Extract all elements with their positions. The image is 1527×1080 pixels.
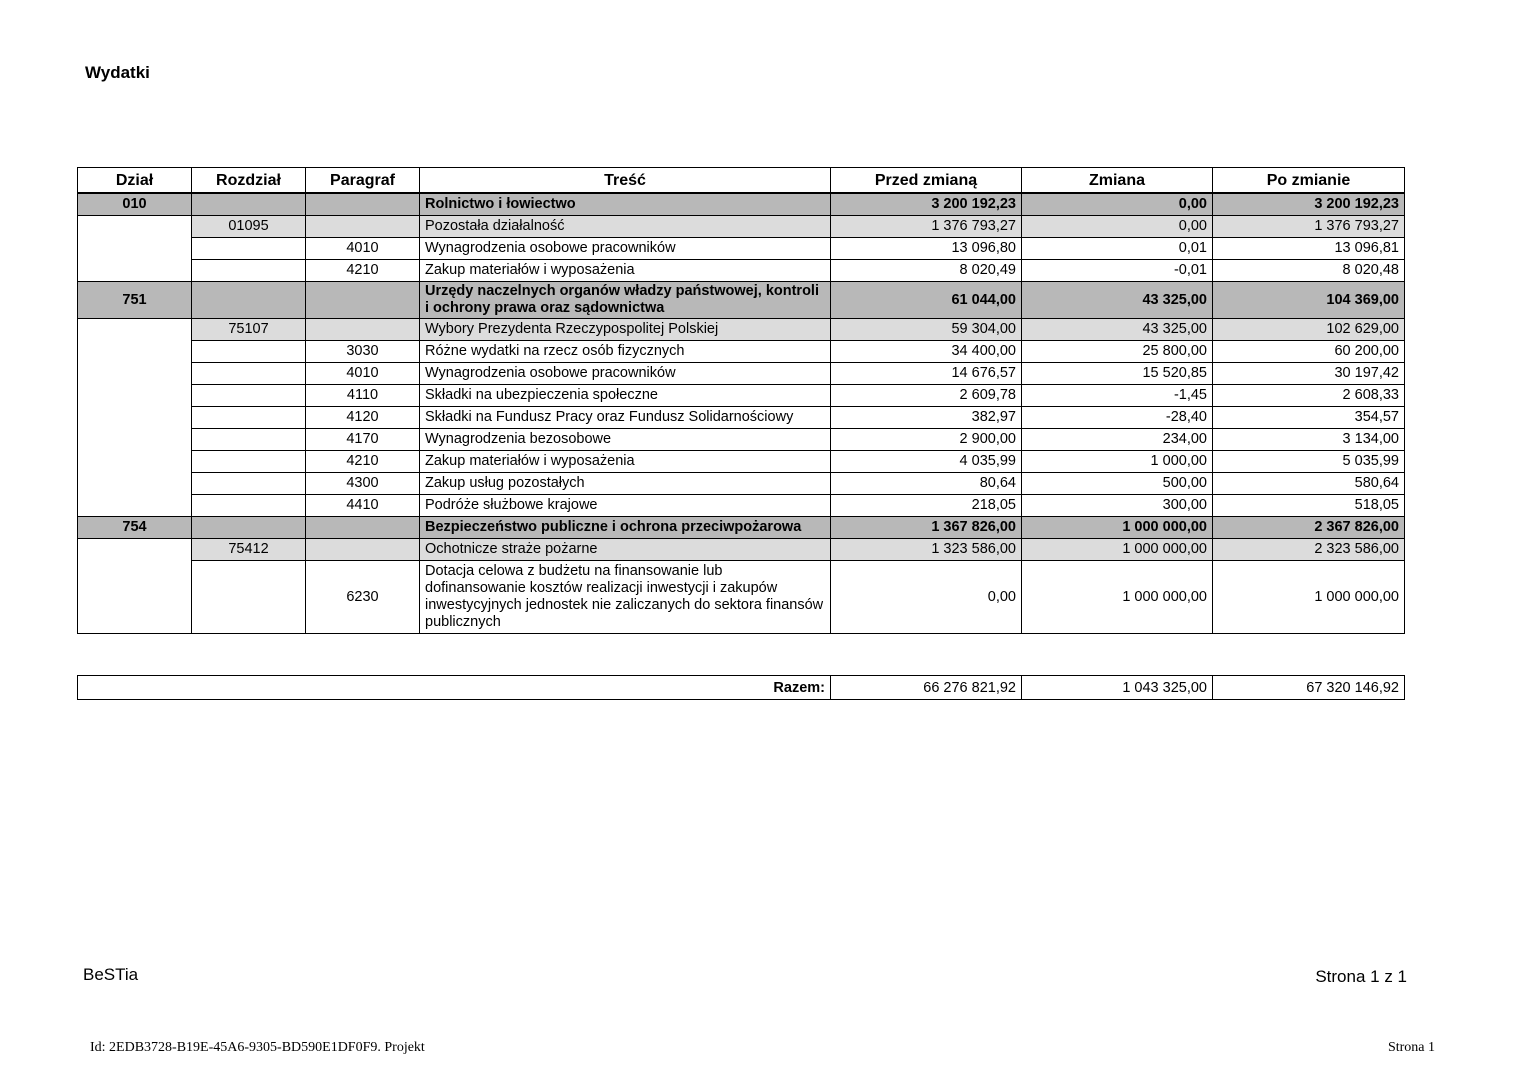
po-cell: 1 000 000,00 — [1213, 561, 1405, 634]
total-table — [77, 675, 1405, 700]
tresc-cell: Bezpieczeństwo publiczne i ochrona przeciwpożarowa — [420, 517, 831, 539]
zmiana-cell: 1 000 000,00 — [1022, 517, 1213, 539]
przed-cell: 8 020,49 — [831, 260, 1022, 282]
dzial-cell: 751 — [78, 282, 192, 319]
paragraf-cell: 4210 — [306, 451, 420, 473]
rozdzial-cell — [192, 473, 306, 495]
przed-cell: 1 367 826,00 — [831, 517, 1022, 539]
zmiana-cell: 0,01 — [1022, 238, 1213, 260]
tresc-cell: Podróże służbowe krajowe — [420, 495, 831, 517]
po-cell: 518,05 — [1213, 495, 1405, 517]
po-cell: 5 035,99 — [1213, 451, 1405, 473]
zmiana-cell: 1 000 000,00 — [1022, 561, 1213, 634]
dzial-cell: 010 — [78, 193, 192, 216]
rozdzial-cell — [192, 495, 306, 517]
paragraf-row — [78, 385, 1405, 407]
przed-cell: 382,97 — [831, 407, 1022, 429]
tresc-cell: Wybory Prezydenta Rzeczypospolitej Polskiej — [420, 319, 831, 341]
zmiana-cell: 25 800,00 — [1022, 341, 1213, 363]
paragraf-cell: 3030 — [306, 341, 420, 363]
paragraf-cell — [306, 517, 420, 539]
paragraf-row — [78, 341, 1405, 363]
dzial-cell: 754 — [78, 517, 192, 539]
document-id: Id: 2EDB3728-B19E-45A6-9305-BD590E1DF0F9. Projekt — [90, 1040, 425, 1055]
table-header-row — [78, 168, 1405, 194]
paragraf-row — [78, 407, 1405, 429]
paragraf-cell — [306, 282, 420, 319]
tresc-cell: Zakup materiałów i wyposażenia — [420, 260, 831, 282]
po-cell: 2 323 586,00 — [1213, 539, 1405, 561]
header-po-zmianie: Po zmianie — [1213, 168, 1405, 194]
paragraf-row — [78, 429, 1405, 451]
dzial-row — [78, 517, 1405, 539]
przed-cell: 1 376 793,27 — [831, 216, 1022, 238]
rozdzial-cell — [192, 517, 306, 539]
paragraf-cell: 4410 — [306, 495, 420, 517]
paragraf-cell: 4170 — [306, 429, 420, 451]
paragraf-cell — [306, 539, 420, 561]
przed-cell: 218,05 — [831, 495, 1022, 517]
expenses-table — [77, 167, 1405, 634]
paragraf-row — [78, 561, 1405, 634]
przed-cell: 3 200 192,23 — [831, 193, 1022, 216]
rozdzial-row — [78, 319, 1405, 341]
po-cell: 1 376 793,27 — [1213, 216, 1405, 238]
page-title: Wydatki — [85, 63, 150, 82]
tresc-cell: Wynagrodzenia osobowe pracowników — [420, 238, 831, 260]
po-cell: 580,64 — [1213, 473, 1405, 495]
paragraf-cell — [306, 319, 420, 341]
przed-cell: 14 676,57 — [831, 363, 1022, 385]
przed-cell: 34 400,00 — [831, 341, 1022, 363]
rozdzial-cell — [192, 429, 306, 451]
paragraf-cell: 4120 — [306, 407, 420, 429]
paragraf-cell: 6230 — [306, 561, 420, 634]
total-label: Razem: — [78, 676, 831, 700]
dzial-row — [78, 282, 1405, 319]
rozdzial-cell: 01095 — [192, 216, 306, 238]
tresc-cell: Urzędy naczelnych organów władzy państwowej, kontroli i ochrony prawa oraz sądownictwa — [420, 282, 831, 319]
dzial-cell — [78, 319, 192, 517]
po-cell: 102 629,00 — [1213, 319, 1405, 341]
po-cell: 60 200,00 — [1213, 341, 1405, 363]
rozdzial-cell — [192, 341, 306, 363]
rozdzial-cell — [192, 385, 306, 407]
zmiana-cell: -0,01 — [1022, 260, 1213, 282]
przed-cell: 61 044,00 — [831, 282, 1022, 319]
rozdzial-cell — [192, 282, 306, 319]
paragraf-cell: 4010 — [306, 238, 420, 260]
total-zmiana: 1 043 325,00 — [1022, 676, 1213, 700]
header-paragraf: Paragraf — [306, 168, 420, 194]
zmiana-cell: -28,40 — [1022, 407, 1213, 429]
tresc-cell: Składki na ubezpieczenia społeczne — [420, 385, 831, 407]
paragraf-row — [78, 495, 1405, 517]
tresc-cell: Różne wydatki na rzecz osób fizycznych — [420, 341, 831, 363]
rozdzial-cell — [192, 260, 306, 282]
header-rozdzial: Rozdział — [192, 168, 306, 194]
po-cell: 104 369,00 — [1213, 282, 1405, 319]
po-cell: 30 197,42 — [1213, 363, 1405, 385]
paragraf-row — [78, 363, 1405, 385]
rozdzial-cell — [192, 451, 306, 473]
po-cell: 2 608,33 — [1213, 385, 1405, 407]
przed-cell: 1 323 586,00 — [831, 539, 1022, 561]
po-cell: 8 020,48 — [1213, 260, 1405, 282]
tresc-cell: Dotacja celowa z budżetu na finansowanie lub dofinansowanie kosztów realizacji inwestycji i zakupów inwestycyjnych jednostek nie zaliczanych do sektora finansów publicznych — [420, 561, 831, 634]
po-cell: 13 096,81 — [1213, 238, 1405, 260]
tresc-cell: Zakup materiałów i wyposażenia — [420, 451, 831, 473]
header-dzial: Dział — [78, 168, 192, 194]
footer-page-count: Strona 1 z 1 — [1315, 967, 1407, 986]
paragraf-row — [78, 238, 1405, 260]
dzial-cell — [78, 216, 192, 282]
paragraf-row — [78, 451, 1405, 473]
po-cell: 3 134,00 — [1213, 429, 1405, 451]
tresc-cell: Zakup usług pozostałych — [420, 473, 831, 495]
zmiana-cell: -1,45 — [1022, 385, 1213, 407]
rozdzial-cell — [192, 238, 306, 260]
paragraf-row — [78, 473, 1405, 495]
tresc-cell: Wynagrodzenia bezosobowe — [420, 429, 831, 451]
rozdzial-cell — [192, 561, 306, 634]
po-cell: 3 200 192,23 — [1213, 193, 1405, 216]
paragraf-cell: 4300 — [306, 473, 420, 495]
przed-cell: 4 035,99 — [831, 451, 1022, 473]
zmiana-cell: 234,00 — [1022, 429, 1213, 451]
rozdzial-cell: 75412 — [192, 539, 306, 561]
footer-app-name: BeSTia — [83, 965, 139, 984]
total-row — [78, 676, 1405, 700]
tresc-cell: Wynagrodzenia osobowe pracowników — [420, 363, 831, 385]
header-przed-zmiana: Przed zmianą — [831, 168, 1022, 194]
zmiana-cell: 0,00 — [1022, 216, 1213, 238]
paragraf-cell: 4010 — [306, 363, 420, 385]
zmiana-cell: 1 000 000,00 — [1022, 539, 1213, 561]
rozdzial-row — [78, 216, 1405, 238]
przed-cell: 13 096,80 — [831, 238, 1022, 260]
po-cell: 2 367 826,00 — [1213, 517, 1405, 539]
zmiana-cell: 500,00 — [1022, 473, 1213, 495]
przed-cell: 0,00 — [831, 561, 1022, 634]
zmiana-cell: 300,00 — [1022, 495, 1213, 517]
przed-cell: 2 900,00 — [831, 429, 1022, 451]
paragraf-cell — [306, 216, 420, 238]
dzial-row — [78, 193, 1405, 216]
tresc-cell: Ochotnicze straże pożarne — [420, 539, 831, 561]
po-cell: 354,57 — [1213, 407, 1405, 429]
zmiana-cell: 0,00 — [1022, 193, 1213, 216]
rozdzial-cell: 75107 — [192, 319, 306, 341]
przed-cell: 80,64 — [831, 473, 1022, 495]
rozdzial-row — [78, 539, 1405, 561]
dzial-cell — [78, 539, 192, 634]
tresc-cell: Pozostała działalność — [420, 216, 831, 238]
tresc-cell: Rolnictwo i łowiectwo — [420, 193, 831, 216]
paragraf-cell — [306, 193, 420, 216]
total-przed: 66 276 821,92 — [831, 676, 1022, 700]
zmiana-cell: 15 520,85 — [1022, 363, 1213, 385]
tresc-cell: Składki na Fundusz Pracy oraz Fundusz Solidarnościowy — [420, 407, 831, 429]
rozdzial-cell — [192, 193, 306, 216]
zmiana-cell: 43 325,00 — [1022, 282, 1213, 319]
page-number: Strona 1 — [1387, 1040, 1435, 1055]
total-po: 67 320 146,92 — [1213, 676, 1405, 700]
paragraf-cell: 4110 — [306, 385, 420, 407]
paragraf-row — [78, 260, 1405, 282]
rozdzial-cell — [192, 363, 306, 385]
zmiana-cell: 1 000,00 — [1022, 451, 1213, 473]
header-tresc: Treść — [420, 168, 831, 194]
przed-cell: 2 609,78 — [831, 385, 1022, 407]
zmiana-cell: 43 325,00 — [1022, 319, 1213, 341]
header-zmiana: Zmiana — [1022, 168, 1213, 194]
paragraf-cell: 4210 — [306, 260, 420, 282]
rozdzial-cell — [192, 407, 306, 429]
przed-cell: 59 304,00 — [831, 319, 1022, 341]
